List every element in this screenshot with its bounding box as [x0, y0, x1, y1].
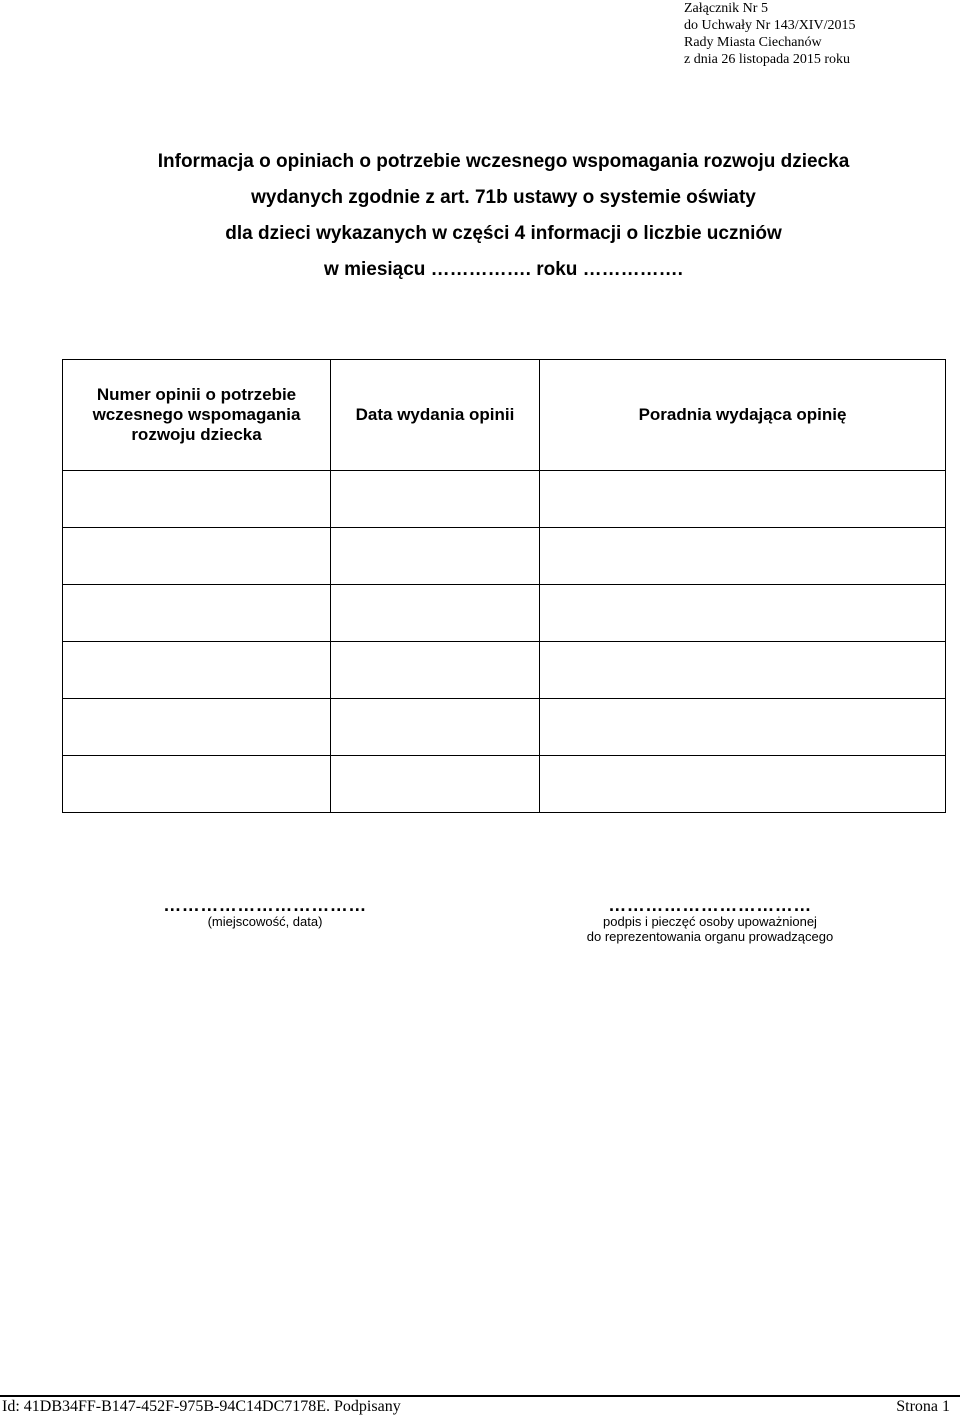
cell-issue-date	[331, 528, 540, 585]
cell-issuing-clinic	[540, 756, 946, 813]
table-row	[63, 471, 946, 528]
place-date-signature	[100, 896, 430, 929]
cell-issuing-clinic	[540, 642, 946, 699]
cell-opinion-number	[63, 699, 331, 756]
title-line-2: wydanych zgodnie z art. 71b ustawy o systemie oświaty	[251, 187, 756, 208]
cell-opinion-number	[63, 585, 331, 642]
place-date-dotted-line: ……………………………	[163, 895, 367, 915]
cell-issue-date	[331, 699, 540, 756]
title-line-3: dla dzieci wykazanych w części 4 informacji o liczbie uczniów	[225, 223, 782, 244]
cell-opinion-number	[63, 471, 331, 528]
cell-opinion-number	[63, 642, 331, 699]
cell-issuing-clinic	[540, 585, 946, 642]
attachment-line-2: do Uchwały Nr 143/XIV/2015	[684, 18, 856, 33]
table-row	[63, 585, 946, 642]
cell-issue-date	[331, 642, 540, 699]
title-line-1: Informacja o opiniach o potrzebie wczesnego wspomagania rozwoju dziecka	[157, 151, 850, 172]
cell-issue-date	[331, 756, 540, 813]
table-header-row	[63, 360, 946, 471]
cell-opinion-number	[63, 528, 331, 585]
cell-issuing-clinic	[540, 471, 946, 528]
opinions-table	[62, 359, 946, 813]
attachment-line-1: Załącznik Nr 5	[684, 1, 768, 16]
document-title	[0, 144, 960, 288]
cell-opinion-number	[63, 756, 331, 813]
place-date-caption: (miejscowość, data)	[207, 914, 323, 929]
cell-issue-date	[331, 471, 540, 528]
document-id: Id: 41DB34FF-B147-452F-975B-94C14DC7178E. Podpisany	[2, 1398, 401, 1415]
authorized-caption-line-1: podpis i pieczęć osoby upoważnionej	[603, 914, 817, 929]
header-opinion-number: Numer opinii o potrzebie wczesnego wspomagania rozwoju dziecka	[63, 360, 331, 471]
authorized-signature	[545, 896, 875, 944]
header-issuing-clinic: Poradnia wydająca opinię	[540, 360, 946, 471]
cell-issuing-clinic	[540, 699, 946, 756]
title-line-4: w miesiącu ……………. roku …………….	[324, 259, 683, 280]
cell-issue-date	[331, 585, 540, 642]
authorized-caption-line-2: do reprezentowania organu prowadzącego	[586, 929, 834, 944]
attachment-line-3: Rady Miasta Ciechanów	[684, 35, 822, 50]
table-row	[63, 528, 946, 585]
attachment-line-4: z dnia 26 listopada 2015 roku	[684, 52, 851, 67]
cell-issuing-clinic	[540, 528, 946, 585]
page-footer	[0, 1397, 960, 1417]
authorized-dotted-line: ……………………………	[608, 895, 812, 915]
header-issue-date: Data wydania opinii	[331, 360, 540, 471]
attachment-note	[684, 0, 855, 68]
page-number: Strona 1	[896, 1398, 950, 1415]
table-row	[63, 699, 946, 756]
table-row	[63, 642, 946, 699]
table-row	[63, 756, 946, 813]
